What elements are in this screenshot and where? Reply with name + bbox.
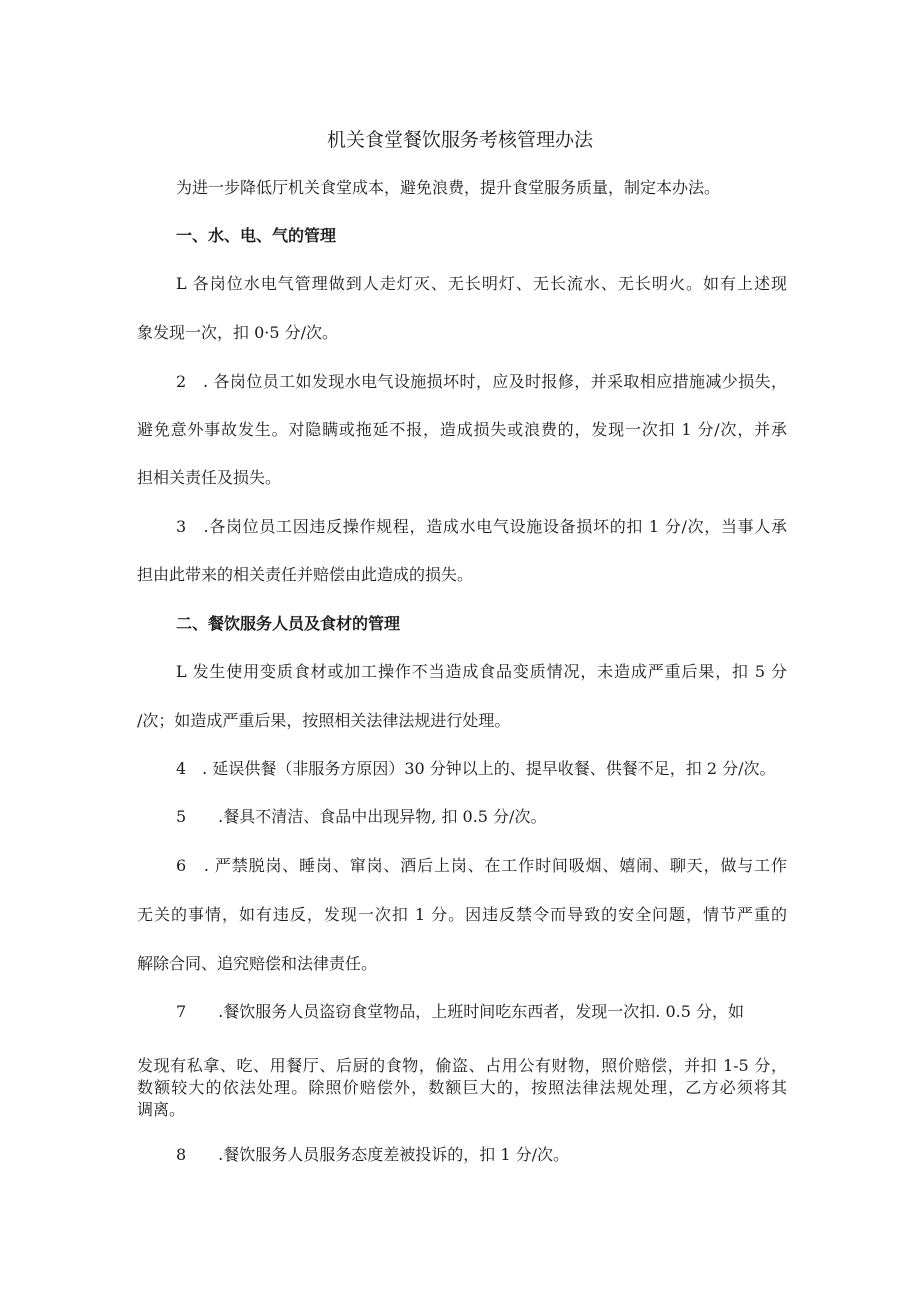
- section2-item6-line3: 解除合同、追究赔偿和法律责任。: [137, 954, 378, 973]
- section2-item6-line1: 6 . 严禁脱岗、睡岗、窜岗、酒后上岗、在工作时间吸烟、嬉闹、聊天，做与工作: [176, 856, 787, 875]
- section1-heading: 一、水、电、气的管理: [176, 226, 337, 245]
- intro-paragraph: 为进一步降低厅机关食堂成本，避免浪费，提升食堂服务质量，制定本办法。: [176, 178, 721, 197]
- section2-item7-line3: 数额较大的依法处理。除照价赔偿外，数额巨大的，按照法律法规处理，乙方必须将其: [137, 1078, 787, 1097]
- document-title: 机关食堂餐饮服务考核管理办法: [326, 129, 593, 151]
- section2-item4: 4 . 延误供餐（非服务方原因）30 分钟以上的、提早收餐、供餐不足，扣 2 分/次。: [176, 759, 776, 778]
- section1-item3-line2: 担由此带来的相关责任并赔偿由此造成的损失。: [137, 565, 474, 584]
- section2-item1-line1: L 发生使用变质食材或加工操作不当造成食品变质情况，未造成严重后果，扣 5 分: [176, 662, 787, 681]
- section1-item1-line1: L 各岗位水电气管理做到人走灯灭、无长明灯、无长流水、无长明火。如有上述现: [176, 274, 787, 293]
- section2-item6-line2: 无关的事情，如有违反，发现一次扣 1 分。因违反禁令而导致的安全问题，情节严重的: [137, 905, 787, 924]
- section2-heading: 二、餐饮服务人员及食材的管理: [176, 614, 401, 633]
- section1-item2-line2: 避免意外事故发生。对隐瞒或拖延不报，造成损失或浪费的，发现一次扣 1 分/次，并承: [137, 420, 787, 439]
- section2-item7-line1: 7 .餐饮服务人员盗窃食堂物品，上班时间吃东西者，发现一次扣. 0.5 分，如: [176, 1002, 744, 1021]
- section2-item7-line4: 调离。: [137, 1100, 186, 1119]
- section1-item3-line1: 3 .各岗位员工因违反操作规程，造成水电气设施设备损坏的扣 1 分/次，当事人承: [176, 517, 787, 536]
- section2-item8: 8 .餐饮服务人员服务态度差被投诉的，扣 1 分/次。: [176, 1145, 570, 1164]
- section1-item2-line3: 担相关责任及损失。: [137, 468, 282, 487]
- section2-item7-line2: 发现有私拿、吃、用餐厅、后厨的食物，偷盗、占用公有财物，照价赔偿，并扣 1-5 分，: [137, 1056, 787, 1075]
- section2-item7-block: [137, 1055, 787, 1121]
- section2-item1-line2: /次；如造成严重后果，按照相关法律法规进行处理。: [137, 711, 511, 730]
- section2-item5: 5 .餐具不清洁、食品中出现异物, 扣 0.5 分/次。: [176, 807, 547, 826]
- section1-item2-line1: 2 . 各岗位员工如发现水电气设施损坏时，应及时报修，并采取相应措施减少损失，: [176, 372, 787, 391]
- section1-item1-line2: 象发现一次，扣 0·5 分/次。: [137, 323, 339, 342]
